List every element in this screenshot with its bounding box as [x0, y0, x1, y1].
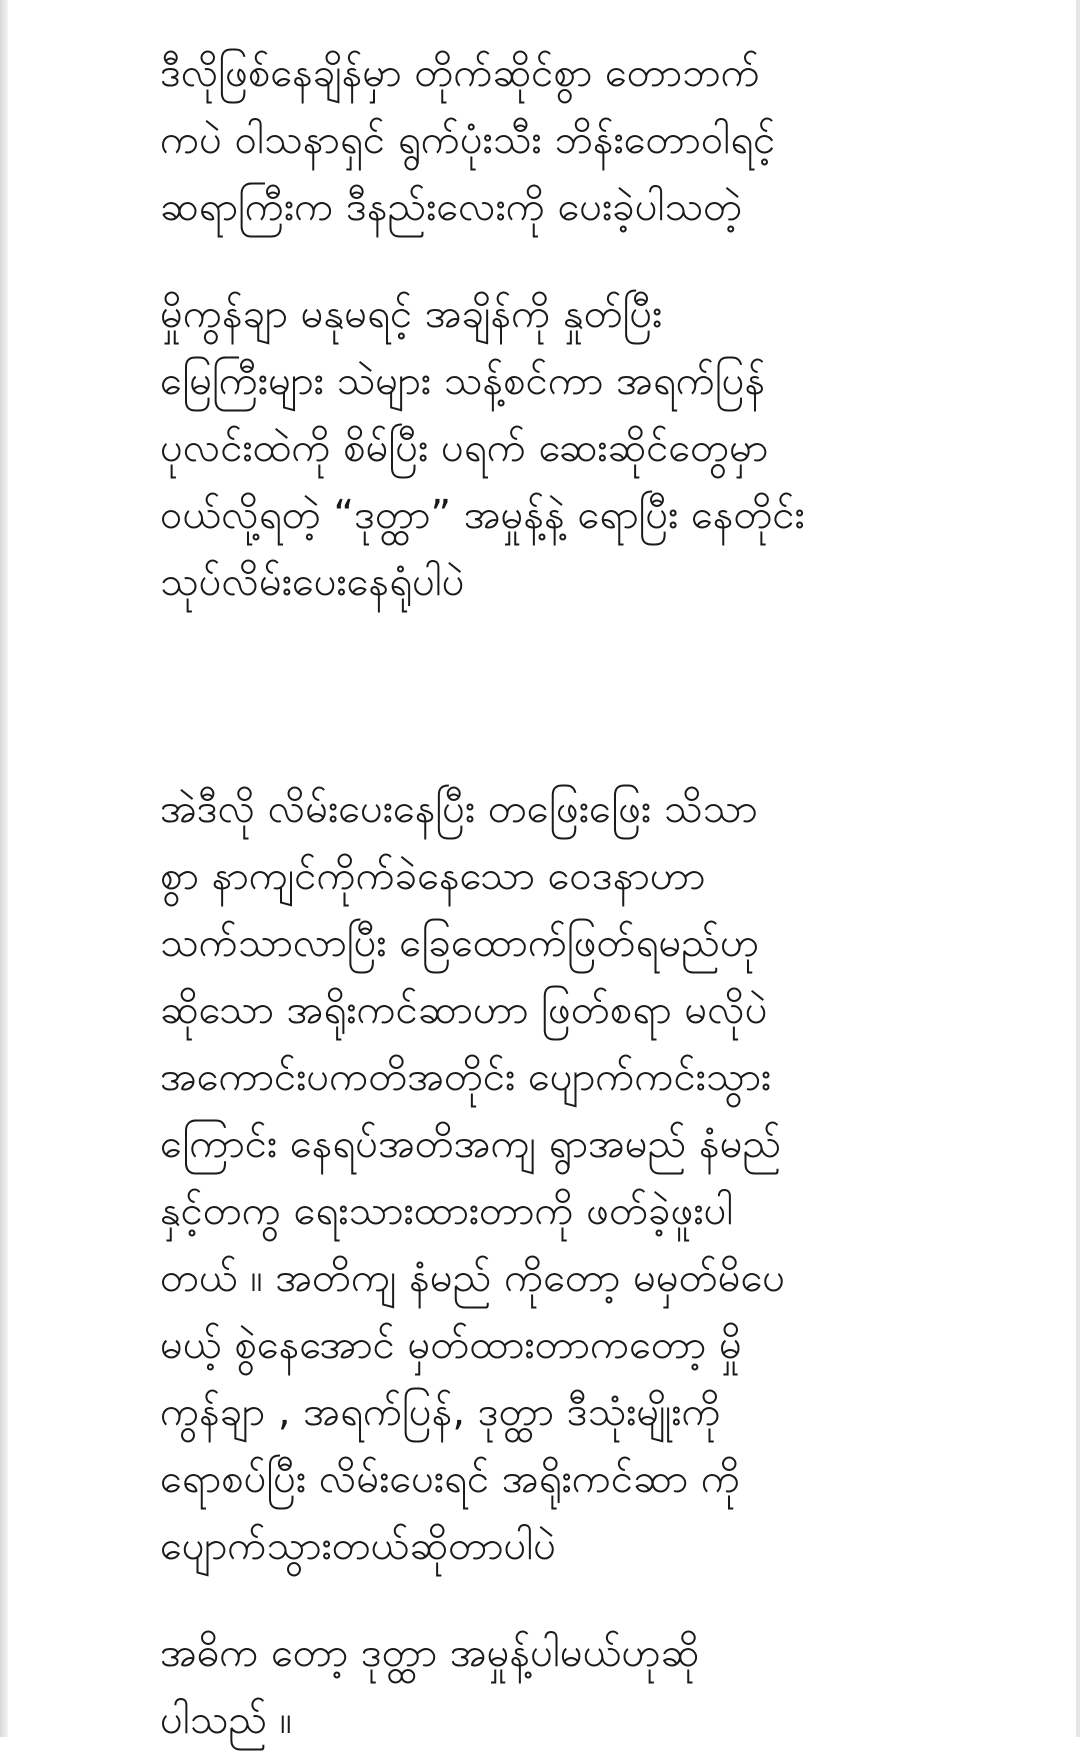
- text-line: အဲဒီလို လိမ်းပေးနေပြီး တဖြေးဖြေး သိသာ: [160, 786, 758, 832]
- text-line: သက်သာလာပြီး ခြေထောက်ဖြတ်ရမည်ဟု: [160, 920, 760, 966]
- text-line: မှိုကွန်ချာ မနုမရင့် အချိန်ကို နှုတ်ပြီး: [160, 291, 663, 337]
- page-right-edge: [1076, 0, 1080, 1737]
- paragraph-spacer: [160, 1580, 980, 1620]
- text-line: ဝယ်လို့ရတဲ့ “ဒုတ္ထာ” အမှုန့်နဲ့ ရောပြီး နေတိုင်း: [160, 492, 805, 538]
- text-line: ကွန်ချာ , အရက်ပြန်, ဒုတ္ထာ ဒီသုံးမျိုးကို: [160, 1389, 721, 1435]
- text-line: ဆရာကြီးက ဒီနည်းလေးကို ပေးခဲ့ပါသတဲ့: [160, 184, 743, 230]
- text-line: ဆိုသော အရိုးကင်ဆာဟာ ဖြတ်စရာ မလိုပဲ: [160, 987, 768, 1033]
- text-line: ပုလင်းထဲကို စိမ်ပြီး ပရက် ဆေးဆိုင်တွေမှာ: [160, 425, 769, 471]
- text-line: ကြောင်း နေရပ်အတိအကျ ရွာအမည် နံမည်: [160, 1121, 782, 1167]
- paragraph-spacer: [160, 241, 980, 281]
- text-line: ပါသည် ။: [160, 1697, 292, 1743]
- document-body: [160, 40, 980, 1754]
- text-line: ဒီလိုဖြစ်နေချိန်မှာ တိုက်ဆိုင်စွာ တောဘက်: [160, 50, 760, 96]
- paragraph-3: [160, 776, 980, 1580]
- text-line: အဓိက တော့ ဒုတ္ထာ အမှုန့်ပါမယ်ဟုဆို: [160, 1630, 700, 1676]
- paragraph-spacer: [160, 616, 980, 776]
- text-line: အကောင်းပကတိအတိုင်း ပျောက်ကင်းသွား: [160, 1054, 772, 1100]
- page-left-edge: [0, 0, 8, 1737]
- paragraph-2: [160, 281, 980, 616]
- text-line: တယ် ။ အတိကျ နံမည် ကိုတော့ မမှတ်မိပေ: [160, 1255, 786, 1301]
- text-line: နှင့်တကွ ရေးသားထားတာကို ဖတ်ခဲ့ဖူးပါ: [160, 1188, 734, 1234]
- text-line: ပျောက်သွားတယ်ဆိုတာပါပဲ: [160, 1523, 557, 1569]
- paragraph-1: [160, 40, 980, 241]
- text-line: ကပဲ ဝါသနာရှင် ရွက်ပုံးသီး ဘိန်းတောဝါရင့်: [160, 117, 776, 163]
- text-line: စွာ နာကျင်ကိုက်ခဲနေသော ဝေဒနာဟာ: [160, 853, 706, 899]
- paragraph-4: [160, 1620, 980, 1754]
- text-line: မြေကြီးများ သဲများ သန့်စင်ကာ အရက်ပြန်: [160, 358, 766, 404]
- text-line: မယ့် စွဲနေအောင် မှတ်ထားတာကတော့ မှို: [160, 1322, 742, 1368]
- text-line: ရောစပ်ပြီး လိမ်းပေးရင် အရိုးကင်ဆာ ကို: [160, 1456, 741, 1502]
- text-line: သုပ်လိမ်းပေးနေရုံပါပဲ: [160, 559, 465, 605]
